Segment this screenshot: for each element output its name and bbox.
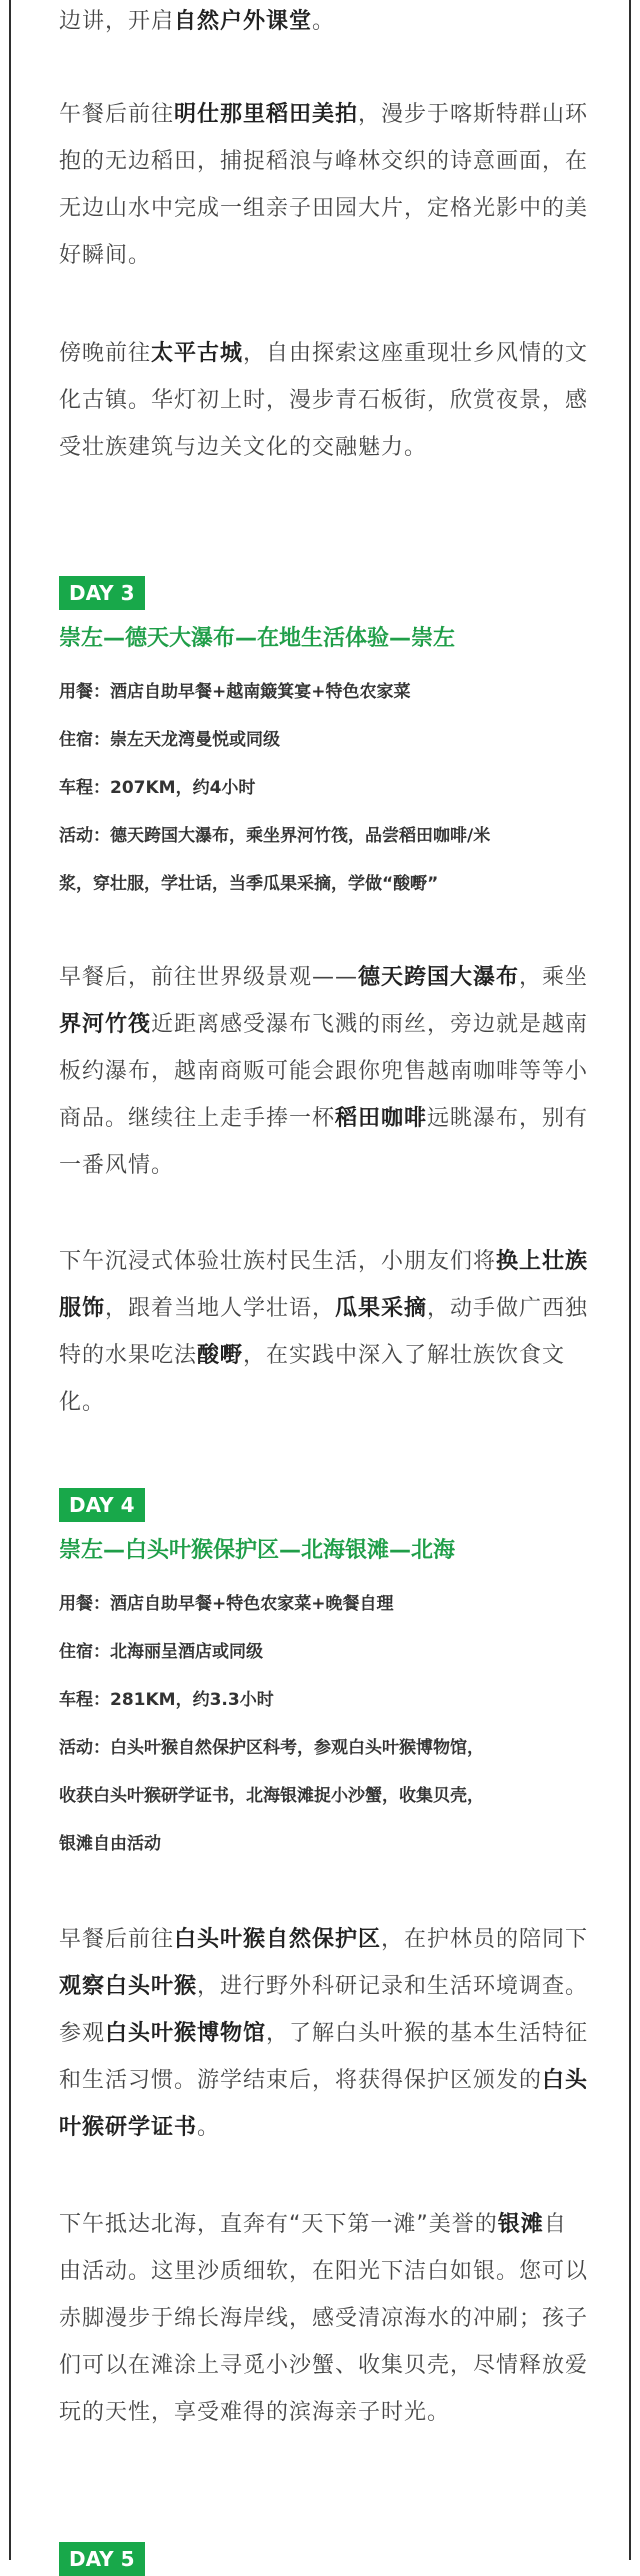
body-text: 早餐后前往 [59,1927,175,1952]
highlight-text: 白头叶猴研学证书 [59,2068,589,2140]
day-4-route-title: 崇左—白头叶猴保护区—北海银滩—北海 [59,1538,456,1563]
day-4-lodging: 住宿：北海丽呈酒店或同级 [59,1642,263,1662]
body-text: 。 [197,2115,221,2140]
highlight-text: 白头叶猴自然保护区 [174,1927,382,1952]
body-text: 下午抵达北海，直奔有“天下第一滩”美誉的 [59,2212,498,2237]
body-text: 午餐后前往 [59,102,175,127]
body-text: ，跟着当地人学壮语， [105,1296,336,1321]
day-3-route-title: 崇左—德天大瀑布—在地生活体验—崇左 [59,626,456,651]
day-4-paragraph-0 [59,1916,589,2151]
body-text: ，进行野外科研记录和生活环境调查。参观 [59,1974,589,2046]
day-4-meals: 用餐：酒店自助早餐+特色农家菜+晚餐自理 [59,1594,394,1614]
highlight-text: 观察白头叶猴 [59,1974,198,1999]
day-3-activities-line-1: 活动：德天跨国大瀑布，乘坐界河竹筏，品尝稻田咖啡/米 [59,826,491,846]
highlight-text: 界河竹筏 [59,1012,152,1037]
body-text: ，在实践中深入了解壮族饮食文化。 [59,1343,566,1415]
highlight-text: 太平古城 [151,341,244,366]
body-text: 傍晚前往 [59,341,152,366]
highlight-text: 稻田咖啡 [335,1106,428,1131]
body-text: ，自由探索这座重现壮乡风情的文化古镇。华灯初上时，漫步青石板街，欣赏夜景，感受壮族建筑与边关文化的交融魅力。 [59,341,589,460]
body-text: 远眺瀑布，别有一番风情。 [59,1106,589,1178]
highlight-text: 换上壮族服饰 [59,1249,589,1321]
day-4-badge: DAY 4 [59,1488,145,1522]
day-4-activities-line-3: 银滩自由活动 [59,1834,161,1854]
body-text: ，在护林员的陪同下 [381,1927,589,1952]
day-3-paragraph-1 [59,1238,589,1426]
body-text: 近距离感受瀑布飞溅的雨丝，旁边就是越南板约瀑布，越南商贩可能会跟你兜售越南咖啡等等小商品。继续往上走手捧一杯 [59,1012,589,1131]
day-3-paragraph-0 [59,954,589,1189]
day-3-activities-line-2: 浆，穿壮服，学壮话，当季瓜果采摘，学做“酸嘢” [59,874,439,894]
body-text: ，了解白头叶猴的基本生活特征和生活习惯。游学结束后，将获得保护区颁发的 [59,2021,589,2093]
day-3-badge: DAY 3 [59,576,145,610]
highlight-text: 白头叶猴博物馆 [105,2021,267,2046]
day-3-lodging: 住宿：崇左天龙湾曼悦或同级 [59,730,280,750]
day-3-meals: 用餐：酒店自助早餐+越南簸箕宴+特色农家菜 [59,682,411,702]
body-text: 下午沉浸式体验壮族村民生活，小朋友们将 [59,1249,497,1274]
highlight-text: 银滩 [497,2212,544,2237]
intro-paragraph-0 [59,0,589,45]
itinerary-frame [9,0,631,2571]
highlight-text: 明仕那里稻田美拍 [174,102,359,127]
day-4-paragraph-1 [59,2201,589,2436]
day-5-badge: DAY 5 [59,2542,145,2576]
intro-paragraph-1 [59,91,589,279]
body-text: ，乘坐 [519,965,589,990]
day-4-activities-line-1: 活动：白头叶猴自然保护区科考，参观白头叶猴博物馆， [59,1738,484,1758]
highlight-text: 酸嘢 [197,1343,244,1368]
day-3-drive: 车程：207KM，约4小时 [59,778,256,798]
day-4-activities-line-2: 收获白头叶猴研学证书，北海银滩捉小沙蟹，收集贝壳， [59,1786,484,1806]
day-3-info [59,668,594,908]
highlight-text: 德天跨国大瀑布 [358,965,520,990]
body-text: 自由活动。这里沙质细软，在阳光下洁白如银。您可以赤脚漫步于绵长海岸线，感受清凉海水的冲刷；孩子们可以在滩涂上寻觅小沙蟹、收集贝壳，尽情释放爱玩的天性，享受难得的滨海亲子时光。 [59,2212,589,2425]
body-text: 。 [312,9,336,34]
body-text: ，动手做广西独特的水果吃法 [59,1296,589,1368]
intro-paragraph-2 [59,330,589,471]
day-4-info [59,1580,594,1868]
highlight-text: 瓜果采摘 [335,1296,428,1321]
highlight-text: 自然户外课堂 [174,9,313,34]
body-text: 早餐后，前往世界级景观—— [59,965,359,990]
body-text: ，漫步于喀斯特群山环抱的无边稻田，捕捉稻浪与峰林交织的诗意画面，在无边山水中完成一组亲子田园大片，定格光影中的美好瞬间。 [59,102,589,268]
day-4-drive: 车程：281KM，约3.3小时 [59,1690,274,1710]
body-text: 边讲，开启 [59,9,175,34]
